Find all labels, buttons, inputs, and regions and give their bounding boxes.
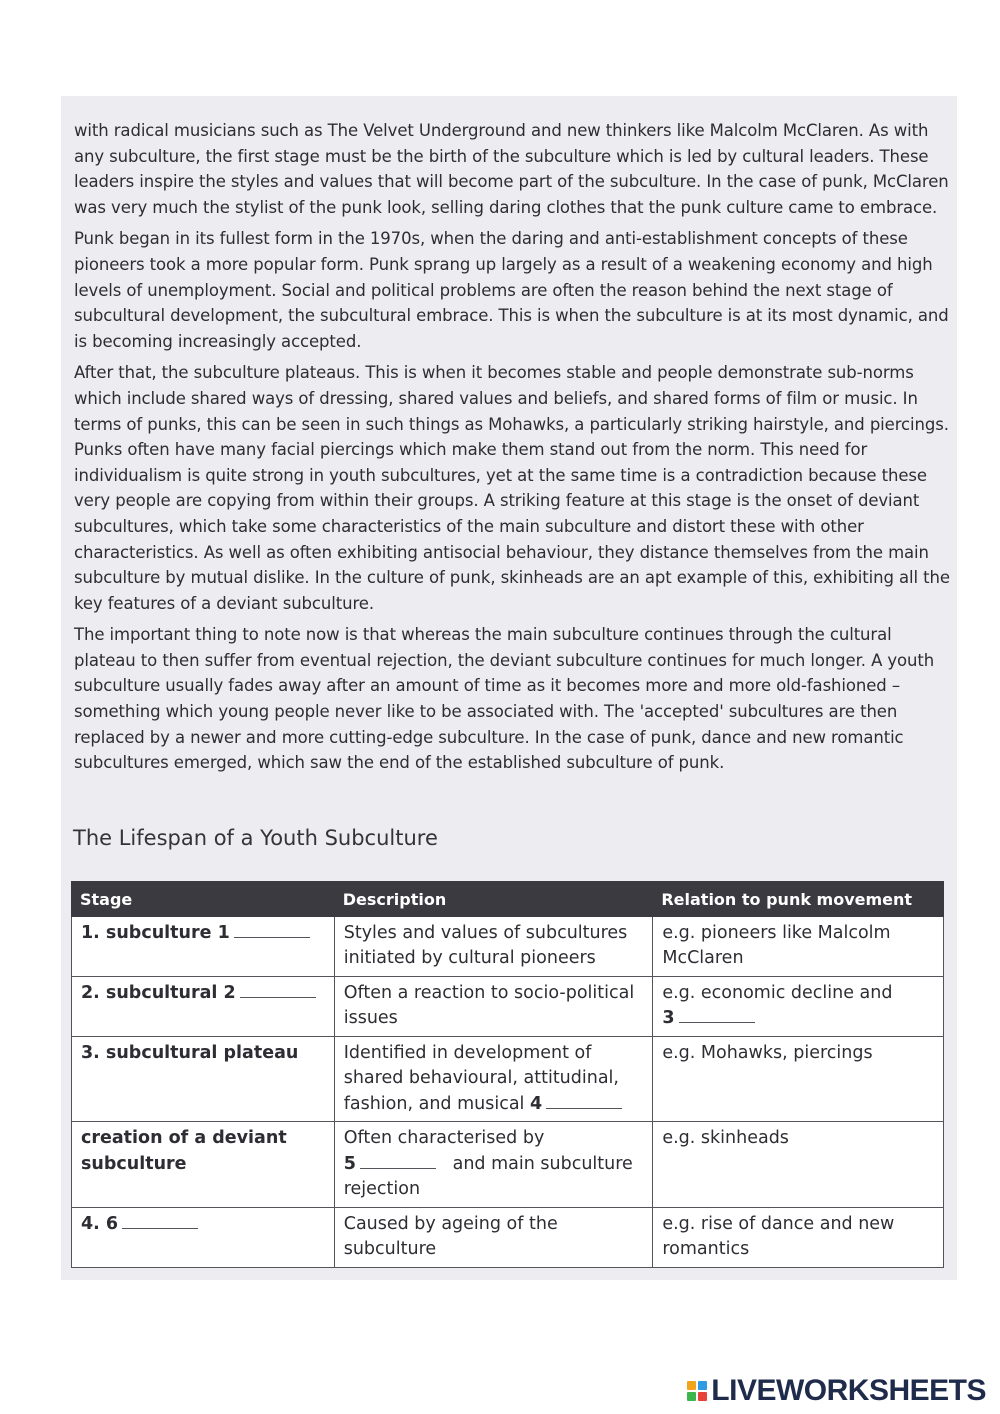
- description-cell: Often a reaction to socio-political issues: [334, 976, 653, 1036]
- answer-blank-1[interactable]: [234, 923, 310, 938]
- table-row: [72, 916, 944, 976]
- logo-mark-icon: [687, 1381, 707, 1401]
- relation-cell: e.g. economic decline and 3: [653, 976, 944, 1036]
- section-heading: The Lifespan of a Youth Subculture: [73, 826, 438, 850]
- table-row: [72, 1122, 944, 1208]
- article-body: [74, 118, 952, 782]
- stage-cell: 4. 6: [72, 1207, 335, 1267]
- header-description: Description: [334, 882, 653, 917]
- logo-square: [687, 1381, 696, 1390]
- table-row: [72, 976, 944, 1036]
- answer-blank-4[interactable]: [546, 1094, 622, 1109]
- description-cell: Caused by ageing of the subculture: [334, 1207, 653, 1267]
- relation-cell: e.g. rise of dance and new romantics: [653, 1207, 944, 1267]
- description-cell: Styles and values of subcultures initiated by cultural pioneers: [334, 916, 653, 976]
- paragraph-4: The important thing to note now is that whereas the main subculture continues through the cultural plateau to then suffer from eventual rejection, the deviant subculture continues for much longer. A youth subculture usually fades away after an amount of time as it becomes more and more old-fashioned – something which young people never like to be associated with. The 'accepted' subcultures are then replaced by a newer and more cutting-edge subculture. In the case of punk, dance and new romantic subcultures emerged, which saw the end of the established subculture of punk.: [74, 625, 935, 773]
- paragraph-3: After that, the subculture plateaus. This is when it becomes stable and people demonstrate sub-norms which include shared ways of dressing, shared values and beliefs, and shared forms of film or music. In terms of punks, this can be seen in such things as Mohawks, a particularly striking hairstyle, and piercings. Punks often have many facial piercings which make them stand out from the norm. This need for individualism is quite strong in youth subcultures, yet at the same time is a contradiction because these very people are copying from within their groups. A striking feature at this stage is the onset of deviant subcultures, which take some characteristics of the main subculture and distort these with other characteristics. As well as often exhibiting antisocial behaviour, they distance themselves from the main subculture by mutual dislike. In the culture of punk, skinheads are an apt example of this, exhibiting all the key features of a deviant subculture.: [74, 363, 950, 613]
- stage-cell: creation of a deviant subculture: [72, 1122, 335, 1208]
- liveworksheets-logo: [687, 1374, 986, 1408]
- logo-square: [687, 1392, 696, 1401]
- table-row: [72, 1036, 944, 1122]
- table-header-row: [72, 882, 944, 917]
- relation-cell: e.g. skinheads: [653, 1122, 944, 1208]
- stage-cell: 3. subcultural plateau: [72, 1036, 335, 1122]
- answer-blank-5[interactable]: [360, 1154, 436, 1169]
- answer-blank-6[interactable]: [122, 1214, 198, 1229]
- stage-cell: 2. subcultural 2: [72, 976, 335, 1036]
- answer-blank-2[interactable]: [240, 983, 316, 998]
- logo-square: [698, 1381, 707, 1390]
- header-stage: Stage: [72, 882, 335, 917]
- header-relation: Relation to punk movement: [653, 882, 944, 917]
- logo-square: [698, 1392, 707, 1401]
- table-row: [72, 1207, 944, 1267]
- answer-blank-3[interactable]: [679, 1008, 755, 1023]
- stage-cell: 1. subculture 1: [72, 916, 335, 976]
- relation-cell: e.g. pioneers like Malcolm McClaren: [653, 916, 944, 976]
- description-cell: Identified in development of shared behavioural, attitudinal, fashion, and musical 4: [334, 1036, 653, 1122]
- lifespan-table: [71, 881, 944, 1268]
- relation-cell: e.g. Mohawks, piercings: [653, 1036, 944, 1122]
- logo-text: LIVEWORKSHEETS: [711, 1374, 986, 1407]
- paragraph-1: with radical musicians such as The Velvet Underground and new thinkers like Malcolm McClaren. As with any subculture, the first stage must be the birth of the subculture which is led by cultural leaders. These leaders inspire the styles and values that will become part of the subculture. In the case of punk, McClaren was very much the stylist of the punk look, selling daring clothes that the punk culture came to embrace.: [74, 121, 949, 217]
- description-cell: Often characterised by 5 and main subculture rejection: [334, 1122, 653, 1208]
- paragraph-2: Punk began in its fullest form in the 1970s, when the daring and anti-establishment concepts of these pioneers took a more popular form. Punk sprang up largely as a result of a weakening economy and high levels of unemployment. Social and political problems are often the reason behind the next stage of subcultural development, the subcultural embrace. This is when the subculture is at its most dynamic, and is becoming increasingly accepted.: [74, 229, 949, 351]
